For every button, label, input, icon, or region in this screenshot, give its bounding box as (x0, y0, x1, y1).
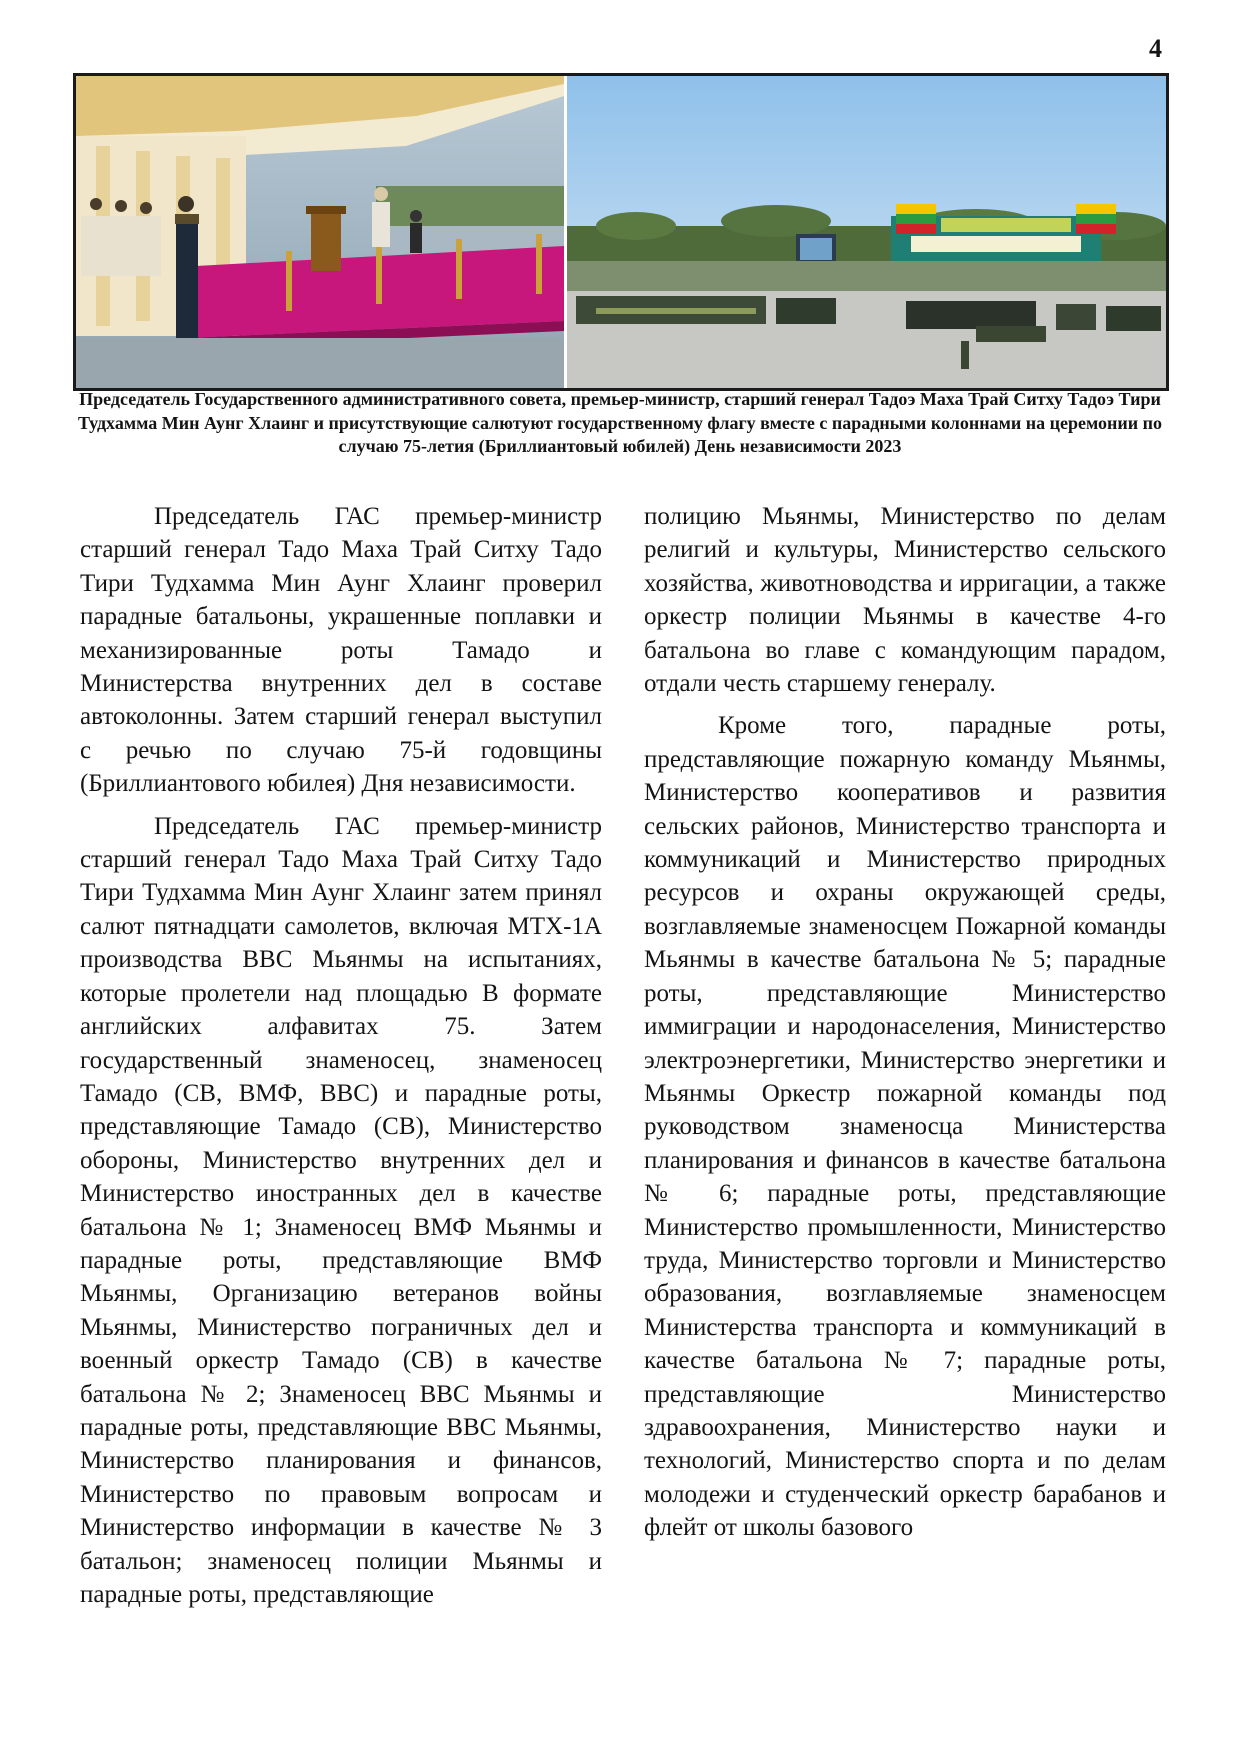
paragraph: Председатель ГАС премьер-министр старший генерал Тадо Маха Трай Ситху Тадо Тири Тудхамма Мин Аунг Хлаинг проверил парадные батальоны, украшенные поплавки и механизированные роты Тамадо и Министерства внутренних дел в составе автоколонны. Затем старший генерал выступил с речью по случаю 75-й годовщины (Бриллиантового юбилея) Дня независимости. (80, 503, 602, 798)
paragraph: Кроме того, парадные роты, представляющие пожарную команду Мьянмы, Министерство кооперативов и развития сельских районов, Министерство транспорта и коммуникаций и Министерство природных ресурсов и охраны окружающей среды, возглавляемые знаменосцем Пожарной команды Мьянмы в качестве батальона № 5; парадные роты, представляющие Министерство иммиграции и народонаселения, Министерство электроэнергетики, Министерство энергетики и Мьянмы Оркестр пожарной команды под руководством знаменосца Министерства планирования и финансов в качестве батальона № 6; парадные роты, представляющие Министерство промышленности, Министерство труда, Министерство торговли и Министерство образования, возглавляемые знаменосцем Министерства транспорта и коммуникаций в качестве батальона № 7; парадные роты, представляющие Министерство здравоохранения, Министерство науки и технологий, Министерство спорта и по делам молодежи и студенческий оркестр барабанов и флейт от школы базового (644, 712, 1166, 1542)
paragraph: Председатель ГАС премьер-министр старший генерал Тадо Маха Трай Ситху Тадо Тири Тудхамма Мин Аунг Хлаинг затем принял салют пятнадцати самолетов, включая MTX-1A производства ВВС Мьянмы на испытаниях, которые пролетели над площадью В формате английских алфавитах 75. Затем государственный знаменосец, знаменосец Тамадо (СВ, ВМФ, ВВС) и парадные роты, представляющие Тамадо (СВ), Министерство обороны, Министерство внутренних дел и Министерство иностранных дел в качестве батальона № 1; Знаменосец ВМФ Мьянмы и парадные роты, представляющие ВМФ Мьянмы, Организацию ветеранов войны Мьянмы, Министерство пограничных дел и военный оркестр Тамадо (СВ) в качестве батальона № 2; Знаменосец ВВС Мьянмы и парадные роты, представляющие ВВС Мьянмы, Министерство планирования и финансов, Министерство по правовым вопросам и Министерство информации в качестве № 3 батальон; знаменосец полиции Мьянмы и парадные роты, представляющие (80, 812, 602, 1608)
figure-photo (73, 73, 1169, 391)
article-right-column (644, 500, 1166, 1554)
parade-ground-photo (567, 76, 1166, 388)
paragraph: полицию Мьянмы, Министерство по делам религий и культуры, Министерство сельского хозяйства, животноводства и ирригации, а также оркестр полиции Мьянмы в качестве 4-го батальона во главе с командующим парадом, отдали честь старшему генералу. (644, 503, 1166, 698)
tribune-salute-photo (76, 76, 564, 388)
figure-caption: Председатель Государственного административного совета, премьер-министр, старший генерал Тадоэ Маха Трай Ситху Тадоэ Тири Тудхамма Мин Аунг Хлаинг и присутствующие салютуют государственному флагу вместе с парадными колоннами на церемонии по случаю 75-летия (Бриллиантовый юбилей) День независимости 2023 (77, 389, 1163, 456)
article-left-column (80, 500, 602, 1620)
page-number: 4 (1149, 34, 1162, 63)
